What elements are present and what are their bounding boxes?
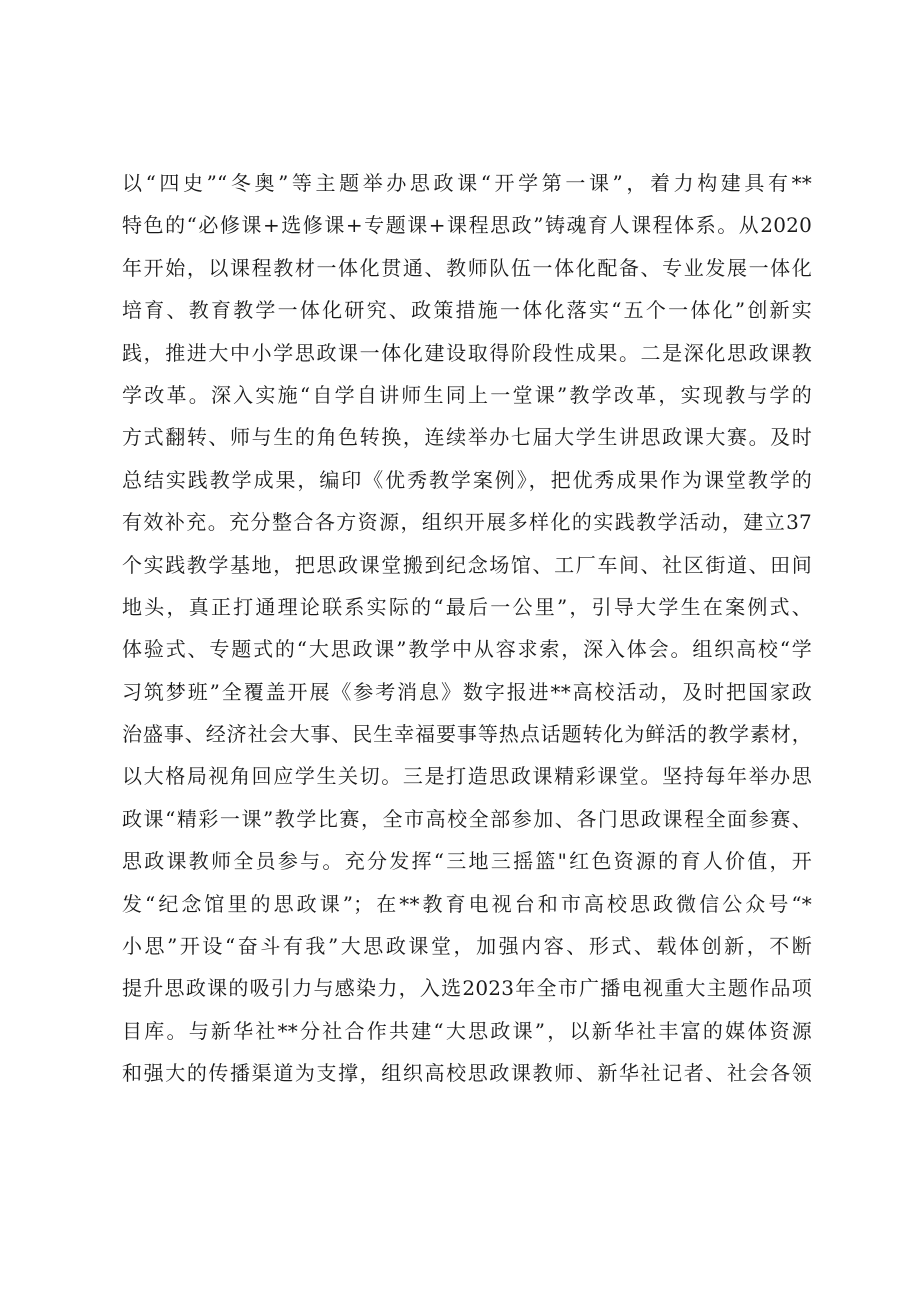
text-line: 践，推进大中小学思政课一体化建设取得阶段性成果。二是深化思政课教 [122, 340, 812, 365]
text-line: 发“纪念馆里的思政课”；在**教育电视台和市高校思政微信公众号“* [122, 891, 812, 916]
text-line: 政课“精彩一课”教学比赛，全市高校全部参加、各门思政课程全面参赛、 [122, 806, 812, 831]
text-line: 治盛事、经济社会大事、民生幸福要事等热点话题转化为鲜活的教学素材， [122, 722, 812, 747]
text-line: 和强大的传播渠道为支撑，组织高校思政课教师、新华社记者、社会各领 [122, 1061, 812, 1086]
text-line: 特色的“必修课+选修课+专题课+课程思政”铸魂育人课程体系。从2020 [122, 213, 812, 238]
text-line: 总结实践教学成果，编印《优秀教学案例》，把优秀成果作为课堂教学的 [122, 467, 812, 492]
text-line: 有效补充。充分整合各方资源，组织开展多样化的实践教学活动，建立37 [122, 510, 812, 535]
text-line: 思政课教师全员参与。充分发挥“三地三摇篮"红色资源的育人价值，开 [122, 849, 812, 874]
text-line: 习筑梦班”全覆盖开展《参考消息》数字报进**高校活动，及时把国家政 [122, 679, 812, 704]
text-line: 方式翻转、师与生的角色转换，连续举办七届大学生讲思政课大赛。及时 [122, 425, 812, 450]
text-line: 培育、教育教学一体化研究、政策措施一体化落实“五个一体化”创新实 [122, 298, 812, 323]
text-line: 学改革。深入实施“自学自讲师生同上一堂课”教学改革，实现教与学的 [122, 382, 812, 407]
text-line: 提升思政课的吸引力与感染力，入选2023年全市广播电视重大主题作品项 [122, 976, 812, 1001]
body-paragraph [122, 162, 812, 1095]
text-line: 年开始，以课程教材一体化贯通、教师队伍一体化配备、专业发展一体化 [122, 255, 812, 280]
text-line: 目库。与新华社**分社合作共建“大思政课”，以新华社丰富的媒体资源 [122, 1018, 812, 1043]
text-line: 地头，真正打通理论联系实际的“最后一公里”，引导大学生在案例式、 [122, 594, 812, 619]
text-line: 以“四史”“冬奥”等主题举办思政课“开学第一课”，着力构建具有** [122, 171, 812, 195]
text-line: 小思”开设“奋斗有我”大思政课堂，加强内容、形式、载体创新，不断 [122, 934, 812, 959]
text-line: 体验式、专题式的“大思政课”教学中从容求索，深入体会。组织高校“学 [122, 637, 812, 662]
text-line: 个实践教学基地，把思政课堂搬到纪念场馆、工厂车间、社区街道、田间 [122, 552, 812, 577]
text-line: 以大格局视角回应学生关切。三是打造思政课精彩课堂。坚持每年举办思 [122, 764, 812, 789]
